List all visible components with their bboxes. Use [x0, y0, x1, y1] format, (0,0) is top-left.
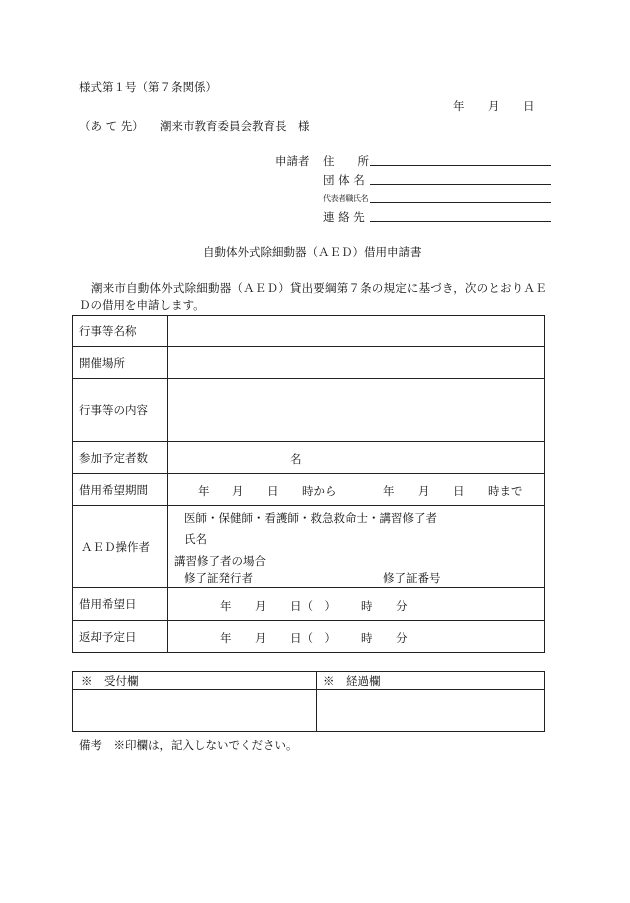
table-row: [73, 672, 545, 690]
return-month: 月: [255, 631, 267, 645]
group-name-label: 団 体 名: [323, 173, 365, 187]
table-row: [73, 442, 545, 474]
return-minute: 分: [396, 631, 408, 645]
loan-minute: 分: [396, 599, 408, 613]
remarks: 備考 ※印欄は，記入しないでください。: [79, 738, 298, 752]
address-label: 住 所: [323, 154, 369, 168]
intro-line-2: Ｄの借用を申請します。: [79, 298, 205, 312]
event-content-field[interactable]: [168, 379, 545, 442]
table-row: [73, 690, 545, 732]
cert-issuer-label: 修了証発行者: [184, 571, 253, 585]
return-hour: 時: [361, 631, 373, 645]
document-title: 自動体外式除細動器（ＡＥＤ）借用申請書: [203, 245, 422, 259]
period-from-time: 時から: [302, 484, 337, 498]
table-row: [73, 621, 545, 653]
return-year: 年: [220, 631, 232, 645]
return-date-field[interactable]: [168, 621, 545, 653]
participants-label: 参加予定者数: [73, 442, 168, 474]
event-name-field[interactable]: [168, 316, 545, 347]
venue-field[interactable]: [168, 347, 545, 379]
operator-label: ＡＥＤ操作者: [73, 506, 168, 588]
period-to-day: 日: [453, 484, 465, 498]
event-name-label: 行事等名称: [73, 316, 168, 347]
table-row: [73, 588, 545, 621]
participants-unit: 名: [290, 452, 302, 466]
venue-label: 開催場所: [73, 347, 168, 379]
contact-field[interactable]: [370, 221, 551, 222]
progress-field[interactable]: [317, 690, 545, 732]
received-label: ※ 受付欄: [73, 672, 317, 690]
contact-label: 連 絡 先: [323, 210, 365, 224]
representative-field[interactable]: [370, 202, 551, 203]
operator-qualification: 医師・保健師・看護師・救急救命士・講習修了者: [184, 511, 437, 525]
date-day-label: 日: [523, 99, 535, 113]
event-content-label: 行事等の内容: [73, 379, 168, 442]
return-date-label: 返却予定日: [73, 621, 168, 653]
loan-hour: 時: [361, 599, 373, 613]
table-row: [73, 474, 545, 506]
group-name-field[interactable]: [370, 184, 551, 185]
course-case-label: 講習修了者の場合: [174, 554, 266, 568]
operator-name-label: 氏名: [184, 532, 207, 546]
loan-day: 日（ ）: [290, 599, 336, 613]
loan-month: 月: [255, 599, 267, 613]
cert-number-label: 修了証番号: [383, 571, 441, 585]
representative-label: 代表者職氏名: [323, 194, 368, 203]
application-table: [72, 315, 545, 653]
address-field[interactable]: [370, 165, 551, 166]
period-to-month: 月: [418, 484, 430, 498]
participants-field[interactable]: [168, 442, 545, 474]
table-row: [73, 347, 545, 379]
received-field[interactable]: [73, 690, 317, 732]
addressee-prefix: （あ て 先）: [79, 119, 144, 133]
intro-line-1: 潮来市自動体外式除細動器（ＡＥＤ）貸出要綱第７条の規定に基づき，次のとおりＡＥ: [91, 281, 547, 295]
period-from-month: 月: [232, 484, 244, 498]
period-from-year: 年: [198, 484, 210, 498]
return-day: 日（ ）: [290, 631, 336, 645]
loan-period-field[interactable]: [168, 474, 545, 506]
applicant-heading: 申請者: [275, 154, 310, 168]
progress-label: ※ 経過欄: [317, 672, 545, 690]
table-row: [73, 379, 545, 442]
period-to-year: 年: [383, 484, 395, 498]
addressee-name: 潮来市教育委員会教育長 様: [160, 119, 310, 133]
loan-date-field[interactable]: [168, 588, 545, 621]
date-month-label: 月: [488, 99, 500, 113]
table-row: [73, 506, 545, 588]
period-to-time: 時まで: [488, 484, 523, 498]
operator-field[interactable]: [168, 506, 545, 588]
loan-date-label: 借用希望日: [73, 588, 168, 621]
reception-table: [72, 671, 545, 732]
table-row: [73, 316, 545, 347]
loan-year: 年: [220, 599, 232, 613]
period-from-day: 日: [267, 484, 279, 498]
form-number: 様式第１号（第７条関係）: [79, 80, 217, 94]
loan-period-label: 借用希望期間: [73, 474, 168, 506]
date-year-label: 年: [453, 99, 465, 113]
